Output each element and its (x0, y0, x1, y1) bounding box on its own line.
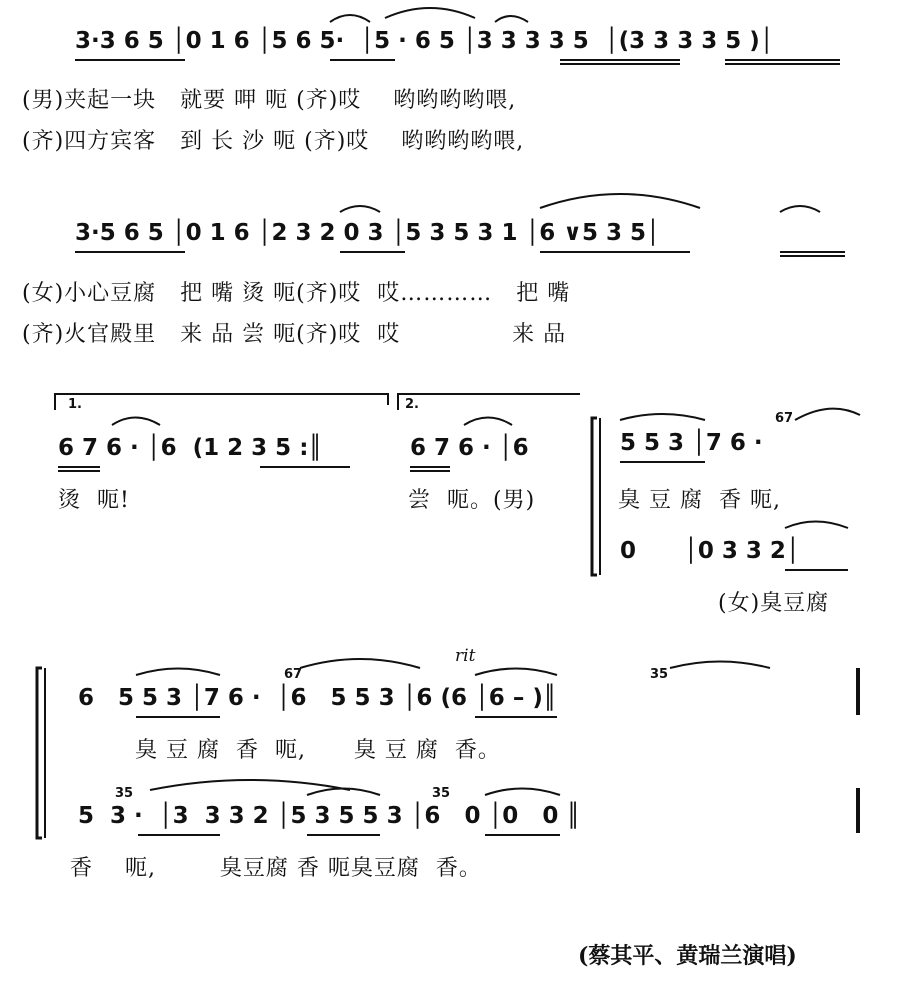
ritardando-marking: rit (455, 646, 476, 666)
grace-note-35-low-2: 35 (432, 786, 451, 801)
sys3-lyric-low: (女)臭豆腐 (718, 591, 830, 616)
sys2-lyric-1: (女)小心豆腐 把 嘴 烫 呃(齐)哎 哎………… 把 嘴 (22, 281, 571, 306)
sys4-notes-low: 5 3 · │3 3 3 2 │5 3 5 5 3 │6 0 │0 0 ║ (78, 803, 581, 829)
grace-note-35-low: 35 (115, 786, 134, 801)
sys2-lyric-2: (齐)火官殿里 来 品 尝 呃(齐)哎 哎 来 品 (22, 322, 567, 347)
performer-credit: (蔡其平、黄瑞兰演唱) (578, 943, 797, 969)
sys3-notes-low-staff: 0 │0 3 3 2│ (620, 538, 800, 564)
volta-1-label: 1. (68, 397, 82, 412)
sys4-lyric-top: 臭 豆 腐 香 呃, 臭 豆 腐 香。 (135, 738, 501, 763)
sys2-notes: 3·5 6 5 │0 1 6 │2 3 2 0 3 │5 3 5 3 1 │6 ∨5 3 5│ (75, 220, 660, 246)
sys3-notes-top-staff: 5 5 3 │7 6 · (620, 430, 763, 456)
grace-note-67: 67 (775, 411, 794, 426)
sys1-lyric-1: (男)夹起一块 就要 呷 呃 (齐)哎 哟哟哟哟喂, (22, 88, 517, 113)
volta-2-label: 2. (405, 397, 419, 412)
sys3-lyric-top: 臭 豆 腐 香 呃, (618, 488, 781, 513)
sys3-lyric-ending2: 尝 呃。(男) (408, 488, 536, 513)
grace-note-67-sys4: 67 (284, 667, 303, 682)
grace-note-35-sys4: 35 (650, 667, 669, 682)
sys3-lyric-ending1: 烫 呃! (58, 488, 130, 513)
sys4-lyric-low: 香 呃, 臭豆腐 香 呃臭豆腐 香。 (70, 856, 482, 881)
sys4-notes-top: 6 5 5 3 │7 6 · │6 5 5 3 │6 (6 │6 – )║ (78, 685, 557, 711)
sys1-notes: 3·3 6 5 │0 1 6 │5 6 5· │5 · 6 5 │3 3 3 3 5 │(3 3 3 3 5 )│ (75, 28, 774, 54)
sys3-notes-ending2: 6 7 6 · │6 (410, 435, 529, 461)
sys3-notes-ending1: 6 7 6 · │6 (1 2 3 5 :║ (58, 435, 323, 461)
sys1-lyric-2: (齐)四方宾客 到 长 沙 呃 (齐)哎 哟哟哟哟喂, (22, 129, 525, 154)
